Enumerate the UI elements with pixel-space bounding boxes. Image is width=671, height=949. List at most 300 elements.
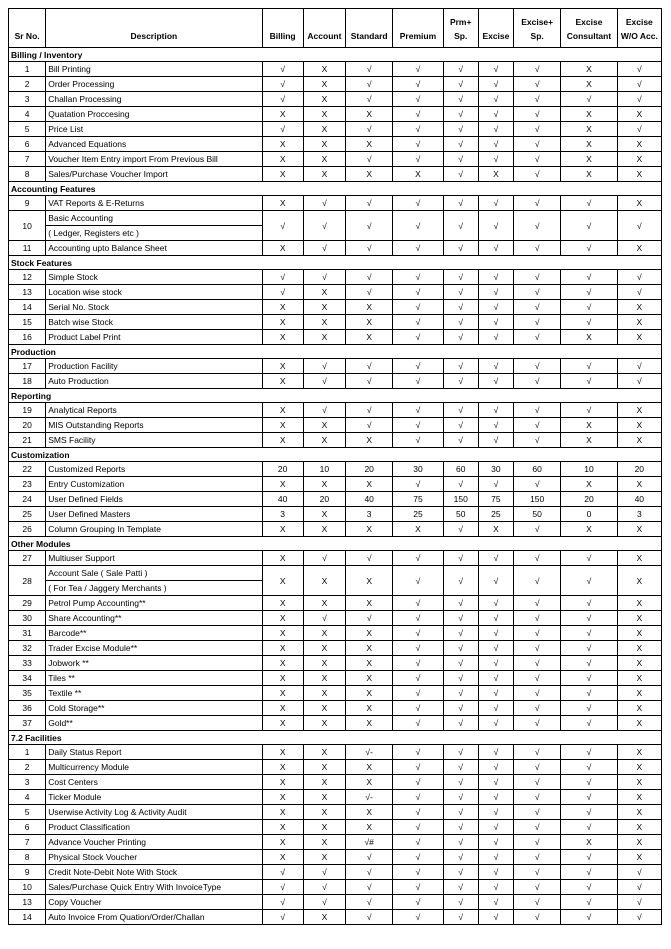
feature-cell: 30 xyxy=(478,462,513,477)
feature-cell: √ xyxy=(443,241,478,256)
feature-cell: √ xyxy=(514,641,561,656)
feature-cell: X xyxy=(617,760,661,775)
feature-cell: √ xyxy=(617,62,661,77)
row-description: Basic Accounting xyxy=(46,211,262,226)
table-row xyxy=(9,507,662,522)
table-row xyxy=(9,745,662,760)
row-serial-number: 3 xyxy=(9,92,46,107)
row-serial-number: 19 xyxy=(9,403,46,418)
table-row xyxy=(9,820,662,835)
table-row xyxy=(9,241,662,256)
table-row xyxy=(9,462,662,477)
feature-cell: X xyxy=(346,477,393,492)
feature-cell: 60 xyxy=(514,462,561,477)
row-serial-number: 4 xyxy=(9,790,46,805)
feature-cell: √ xyxy=(478,418,513,433)
feature-comparison-table xyxy=(8,8,662,925)
feature-cell: √ xyxy=(262,865,303,880)
feature-cell: √ xyxy=(393,686,443,701)
row-description: Barcode** xyxy=(46,626,262,641)
feature-cell: √ xyxy=(346,359,393,374)
feature-cell: √ xyxy=(262,880,303,895)
feature-cell: √ xyxy=(478,656,513,671)
feature-cell: 10 xyxy=(561,462,617,477)
feature-cell: √ xyxy=(393,137,443,152)
row-serial-number: 9 xyxy=(9,865,46,880)
table-row xyxy=(9,211,662,226)
feature-cell: X xyxy=(262,477,303,492)
row-serial-number: 11 xyxy=(9,241,46,256)
feature-cell: √ xyxy=(346,270,393,285)
feature-cell: √ xyxy=(561,374,617,389)
feature-cell: X xyxy=(346,566,393,596)
feature-cell: √ xyxy=(443,152,478,167)
row-description: VAT Reports & E-Returns xyxy=(46,196,262,211)
row-serial-number: 28 xyxy=(9,566,46,596)
feature-cell: X xyxy=(262,107,303,122)
table-row xyxy=(9,522,662,537)
row-description: Multiuser Support xyxy=(46,551,262,566)
feature-cell: X xyxy=(303,507,345,522)
feature-cell: X xyxy=(303,77,345,92)
feature-cell: √ xyxy=(443,477,478,492)
row-description: SMS Facility xyxy=(46,433,262,448)
feature-cell: 0 xyxy=(561,507,617,522)
feature-cell: X xyxy=(262,805,303,820)
feature-cell: √ xyxy=(478,433,513,448)
feature-cell: X xyxy=(617,716,661,731)
feature-cell: 20 xyxy=(561,492,617,507)
feature-cell: √ xyxy=(393,62,443,77)
section-title: Other Modules xyxy=(9,537,662,551)
feature-cell: X xyxy=(561,330,617,345)
feature-cell: √ xyxy=(561,300,617,315)
table-row xyxy=(9,701,662,716)
feature-cell: X xyxy=(262,671,303,686)
feature-cell: X xyxy=(617,522,661,537)
row-serial-number: 29 xyxy=(9,596,46,611)
row-serial-number: 4 xyxy=(9,107,46,122)
section-title: Accounting Features xyxy=(9,182,662,196)
table-row xyxy=(9,910,662,925)
feature-cell: √ xyxy=(514,865,561,880)
feature-cell: √ xyxy=(478,477,513,492)
feature-cell: X xyxy=(346,167,393,182)
feature-cell: √ xyxy=(478,137,513,152)
feature-cell: √ xyxy=(346,62,393,77)
feature-cell: X xyxy=(561,835,617,850)
feature-cell: √ xyxy=(514,107,561,122)
feature-cell: √ xyxy=(393,611,443,626)
feature-cell: X xyxy=(303,910,345,925)
feature-cell: √ xyxy=(262,122,303,137)
feature-cell: √ xyxy=(514,611,561,626)
feature-cell: X xyxy=(303,596,345,611)
feature-cell: √ xyxy=(514,315,561,330)
feature-cell: √ xyxy=(346,910,393,925)
feature-cell: √ xyxy=(561,656,617,671)
feature-cell: √ xyxy=(514,895,561,910)
row-serial-number: 7 xyxy=(9,835,46,850)
feature-cell: √ xyxy=(478,285,513,300)
feature-cell: X xyxy=(617,701,661,716)
feature-cell: √ xyxy=(514,775,561,790)
feature-cell: 75 xyxy=(393,492,443,507)
feature-cell: √ xyxy=(617,910,661,925)
feature-cell: X xyxy=(617,671,661,686)
feature-cell: √ xyxy=(443,611,478,626)
feature-cell: X xyxy=(346,671,393,686)
feature-cell: √ xyxy=(617,92,661,107)
feature-cell: √ xyxy=(393,566,443,596)
row-description: Order Processing xyxy=(46,77,262,92)
feature-cell: √ xyxy=(443,418,478,433)
row-description: Challan Processing xyxy=(46,92,262,107)
feature-cell: √ xyxy=(561,820,617,835)
feature-cell: √ xyxy=(393,701,443,716)
feature-cell: √ xyxy=(617,122,661,137)
table-row xyxy=(9,492,662,507)
row-serial-number: 33 xyxy=(9,656,46,671)
feature-cell: √ xyxy=(478,626,513,641)
row-serial-number: 10 xyxy=(9,211,46,241)
feature-cell: √ xyxy=(478,835,513,850)
row-serial-number: 14 xyxy=(9,910,46,925)
row-serial-number: 21 xyxy=(9,433,46,448)
feature-cell: √ xyxy=(443,805,478,820)
row-description: Column Grouping In Template xyxy=(46,522,262,537)
row-description: Product Classification xyxy=(46,820,262,835)
table-row xyxy=(9,656,662,671)
feature-cell: √ xyxy=(561,760,617,775)
table-row xyxy=(9,895,662,910)
feature-cell: X xyxy=(617,790,661,805)
feature-cell: X xyxy=(262,137,303,152)
feature-cell: X xyxy=(303,760,345,775)
feature-cell: X xyxy=(346,596,393,611)
feature-cell: √ xyxy=(393,107,443,122)
section-header-row xyxy=(9,389,662,403)
feature-cell: X xyxy=(303,790,345,805)
feature-cell: √ xyxy=(443,77,478,92)
row-serial-number: 17 xyxy=(9,359,46,374)
feature-cell: X xyxy=(303,745,345,760)
feature-cell: 60 xyxy=(443,462,478,477)
row-serial-number: 7 xyxy=(9,152,46,167)
row-description: Physical Stock Voucher xyxy=(46,850,262,865)
row-serial-number: 18 xyxy=(9,374,46,389)
feature-cell: √ xyxy=(443,671,478,686)
table-row xyxy=(9,315,662,330)
feature-cell: X xyxy=(262,790,303,805)
table-row xyxy=(9,716,662,731)
feature-cell: √ xyxy=(443,760,478,775)
feature-cell: 40 xyxy=(262,492,303,507)
feature-cell: √ xyxy=(443,403,478,418)
feature-cell: X xyxy=(262,315,303,330)
section-header-row xyxy=(9,182,662,196)
feature-cell: √ xyxy=(346,850,393,865)
feature-cell: √ xyxy=(443,330,478,345)
feature-cell: √ xyxy=(346,611,393,626)
row-description: Credit Note-Debit Note With Stock xyxy=(46,865,262,880)
feature-cell: √ xyxy=(514,835,561,850)
feature-cell: √ xyxy=(262,77,303,92)
row-serial-number: 9 xyxy=(9,196,46,211)
feature-cell: X xyxy=(262,835,303,850)
feature-cell: √ xyxy=(478,760,513,775)
feature-cell: √ xyxy=(346,865,393,880)
section-title: Production xyxy=(9,345,662,359)
table-row xyxy=(9,865,662,880)
feature-cell: √ xyxy=(393,850,443,865)
table-row xyxy=(9,92,662,107)
section-header-row xyxy=(9,537,662,551)
feature-cell: √ xyxy=(561,285,617,300)
table-row xyxy=(9,167,662,182)
row-serial-number: 6 xyxy=(9,820,46,835)
feature-cell: √ xyxy=(443,790,478,805)
row-serial-number: 13 xyxy=(9,895,46,910)
feature-cell: X xyxy=(262,760,303,775)
feature-cell: X xyxy=(617,551,661,566)
row-description: User Defined Fields xyxy=(46,492,262,507)
feature-cell: √ xyxy=(617,270,661,285)
section-title: 7.2 Facilities xyxy=(9,731,662,745)
feature-cell: √ xyxy=(443,285,478,300)
row-serial-number: 13 xyxy=(9,285,46,300)
feature-cell: 40 xyxy=(617,492,661,507)
feature-cell: √ xyxy=(478,92,513,107)
feature-cell: √ xyxy=(514,596,561,611)
feature-cell: √ xyxy=(478,196,513,211)
feature-cell: X xyxy=(617,626,661,641)
table-row xyxy=(9,285,662,300)
column-header-3: Account xyxy=(303,9,345,48)
table-row xyxy=(9,152,662,167)
feature-cell: √ xyxy=(443,656,478,671)
feature-cell: X xyxy=(346,820,393,835)
feature-cell: √ xyxy=(561,880,617,895)
feature-cell: √ xyxy=(303,359,345,374)
feature-cell: X xyxy=(303,122,345,137)
feature-cell: X xyxy=(617,835,661,850)
feature-cell: √ xyxy=(514,522,561,537)
feature-cell: √ xyxy=(561,596,617,611)
feature-cell: √ xyxy=(443,167,478,182)
feature-cell: X xyxy=(303,671,345,686)
feature-cell: √ xyxy=(617,895,661,910)
feature-cell: X xyxy=(303,433,345,448)
feature-cell: √ xyxy=(443,196,478,211)
feature-cell: √ xyxy=(262,895,303,910)
feature-cell: √ xyxy=(393,805,443,820)
table-row xyxy=(9,270,662,285)
feature-cell: X xyxy=(346,686,393,701)
feature-cell: √ xyxy=(443,775,478,790)
feature-cell: X xyxy=(561,433,617,448)
feature-cell: 150 xyxy=(443,492,478,507)
feature-cell: X xyxy=(617,330,661,345)
feature-cell: √ xyxy=(561,315,617,330)
feature-cell: 25 xyxy=(393,507,443,522)
feature-cell: √ xyxy=(443,865,478,880)
feature-cell: √ xyxy=(443,716,478,731)
row-description: Quatation Proccesing xyxy=(46,107,262,122)
feature-cell: X xyxy=(617,300,661,315)
column-header-10: Excise W/O Acc. xyxy=(617,9,661,48)
feature-cell: √ xyxy=(514,122,561,137)
feature-cell: X xyxy=(617,850,661,865)
feature-cell: √ xyxy=(303,403,345,418)
feature-cell: √ xyxy=(346,418,393,433)
row-serial-number: 14 xyxy=(9,300,46,315)
feature-cell: 20 xyxy=(617,462,661,477)
feature-cell: √ xyxy=(393,315,443,330)
feature-cell: X xyxy=(303,300,345,315)
feature-cell: √ xyxy=(443,107,478,122)
row-serial-number: 34 xyxy=(9,671,46,686)
feature-cell: √ xyxy=(514,626,561,641)
feature-cell: √ xyxy=(561,566,617,596)
row-description: Bill Printing xyxy=(46,62,262,77)
feature-cell: √ xyxy=(514,805,561,820)
feature-cell: √ xyxy=(443,566,478,596)
feature-cell: X xyxy=(303,107,345,122)
row-description: Userwise Activity Log & Activity Audit xyxy=(46,805,262,820)
feature-cell: 75 xyxy=(478,492,513,507)
feature-cell: X xyxy=(262,433,303,448)
feature-cell: √ xyxy=(478,641,513,656)
feature-cell: X xyxy=(346,656,393,671)
feature-cell: √ xyxy=(478,910,513,925)
feature-cell: √ xyxy=(262,62,303,77)
row-serial-number: 16 xyxy=(9,330,46,345)
feature-cell: X xyxy=(478,522,513,537)
feature-cell: √ xyxy=(514,477,561,492)
row-description-subtext: ( For Tea / Jaggery Merchants ) xyxy=(46,581,262,596)
section-title: Billing / Inventory xyxy=(9,48,662,62)
feature-cell: X xyxy=(617,152,661,167)
feature-cell: √ xyxy=(346,241,393,256)
feature-cell: √ xyxy=(393,403,443,418)
feature-cell: √ xyxy=(262,92,303,107)
feature-cell: √ xyxy=(478,374,513,389)
feature-cell: X xyxy=(262,566,303,596)
feature-cell: √ xyxy=(514,566,561,596)
feature-cell: √ xyxy=(262,211,303,241)
feature-cell: √ xyxy=(478,152,513,167)
table-row xyxy=(9,196,662,211)
row-description: Auto Production xyxy=(46,374,262,389)
feature-cell: 20 xyxy=(346,462,393,477)
feature-cell: √ xyxy=(393,775,443,790)
feature-cell: √ xyxy=(514,716,561,731)
feature-cell: X xyxy=(303,820,345,835)
feature-cell: √ xyxy=(443,686,478,701)
feature-cell: √ xyxy=(443,433,478,448)
row-description: Ticker Module xyxy=(46,790,262,805)
feature-cell: √ xyxy=(303,241,345,256)
table-row xyxy=(9,790,662,805)
section-title: Stock Features xyxy=(9,256,662,270)
feature-cell: √ xyxy=(514,270,561,285)
feature-cell: √ xyxy=(393,477,443,492)
feature-cell: √ xyxy=(443,745,478,760)
feature-cell: √ xyxy=(393,835,443,850)
feature-cell: X xyxy=(617,107,661,122)
feature-cell: √ xyxy=(393,211,443,241)
feature-cell: X xyxy=(303,522,345,537)
feature-cell: X xyxy=(617,433,661,448)
feature-cell: √ xyxy=(561,701,617,716)
feature-cell: √ xyxy=(443,895,478,910)
feature-cell: X xyxy=(262,196,303,211)
feature-cell: X xyxy=(561,62,617,77)
feature-cell: √ xyxy=(514,359,561,374)
table-row xyxy=(9,626,662,641)
feature-cell: √ xyxy=(561,671,617,686)
feature-cell: √ xyxy=(393,374,443,389)
row-serial-number: 8 xyxy=(9,850,46,865)
feature-cell: X xyxy=(561,522,617,537)
row-description: Cost Centers xyxy=(46,775,262,790)
feature-cell: √ xyxy=(346,880,393,895)
feature-cell: X xyxy=(262,656,303,671)
feature-cell: X xyxy=(303,62,345,77)
feature-cell: √ xyxy=(561,92,617,107)
feature-cell: √ xyxy=(514,137,561,152)
feature-cell: X xyxy=(303,686,345,701)
feature-cell: √ xyxy=(514,820,561,835)
section-header-row xyxy=(9,256,662,270)
feature-cell: √ xyxy=(514,167,561,182)
feature-cell: X xyxy=(303,330,345,345)
feature-cell: √ xyxy=(478,805,513,820)
feature-cell: √ xyxy=(346,92,393,107)
feature-cell: √ xyxy=(443,522,478,537)
feature-cell: X xyxy=(617,315,661,330)
feature-cell: √ xyxy=(561,641,617,656)
row-serial-number: 1 xyxy=(9,62,46,77)
feature-cell: √ xyxy=(561,270,617,285)
feature-cell: √ xyxy=(443,374,478,389)
feature-cell: X xyxy=(262,775,303,790)
row-description: Entry Customization xyxy=(46,477,262,492)
row-serial-number: 26 xyxy=(9,522,46,537)
row-description: Trader Excise Module** xyxy=(46,641,262,656)
feature-cell: X xyxy=(346,716,393,731)
feature-cell: √ xyxy=(443,300,478,315)
feature-cell: √ xyxy=(478,775,513,790)
row-description: Advanced Equations xyxy=(46,137,262,152)
feature-cell: √ xyxy=(393,745,443,760)
feature-cell: √ xyxy=(393,910,443,925)
feature-cell: X xyxy=(561,167,617,182)
feature-cell: 3 xyxy=(617,507,661,522)
row-serial-number: 32 xyxy=(9,641,46,656)
feature-cell: X xyxy=(617,477,661,492)
feature-cell: √ xyxy=(514,910,561,925)
feature-cell: X xyxy=(617,775,661,790)
feature-cell: √ xyxy=(478,62,513,77)
table-row xyxy=(9,477,662,492)
table-row xyxy=(9,551,662,566)
feature-cell: √ xyxy=(514,403,561,418)
row-description-subtext: ( Ledger, Registers etc ) xyxy=(46,226,262,241)
feature-cell: √ xyxy=(478,551,513,566)
row-description: Simple Stock xyxy=(46,270,262,285)
